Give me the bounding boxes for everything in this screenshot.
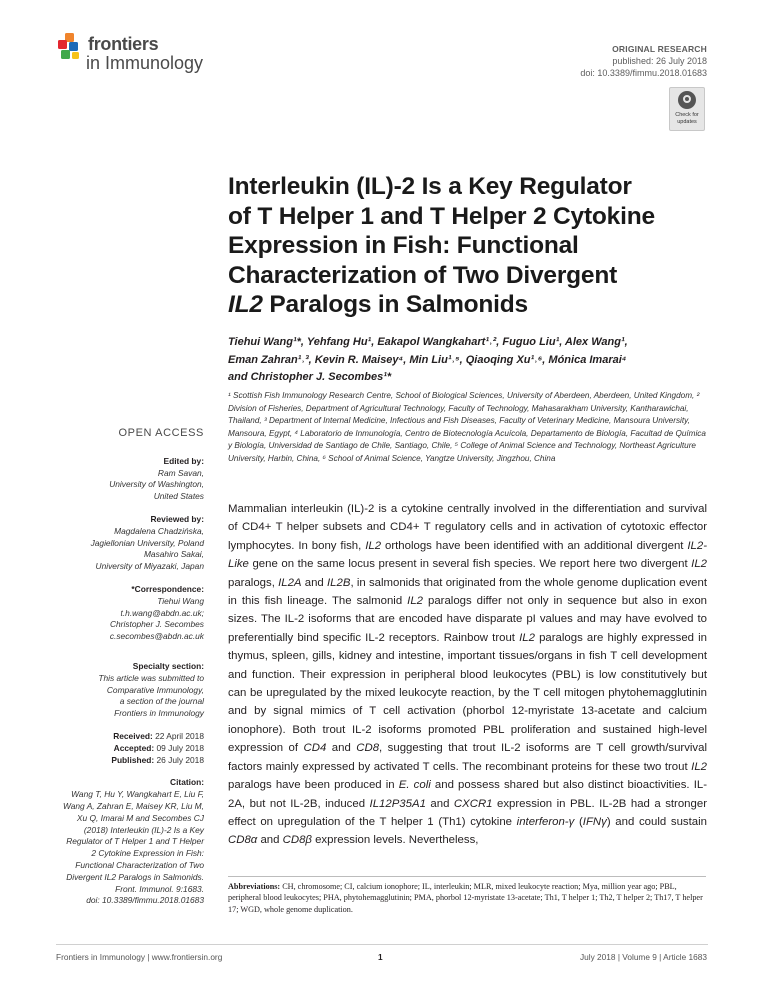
abbreviations (228, 881, 708, 915)
check-updates-label: Check for updates (675, 112, 699, 125)
gene-name: CXCR1 (453, 797, 493, 810)
article-doi[interactable]: doi: 10.3389/fimmu.2018.01683 (580, 68, 707, 78)
abstract-span: paralogs differ not only in sequence but also in exon sizes. The IL-2 isoforms that are encoded have disparate pI values and may have evolved to preferentially bind specific IL-2 receptors. Rainbow trout (228, 595, 708, 644)
edited-by-heading: Edited by: (163, 455, 204, 466)
abstract-span: expression in PBL. IL-2B had a stronger effect on upregulation of the T helper 1 (Th1) cytokine (228, 797, 707, 828)
reviewer-line: University of Miyazaki, Japan (95, 561, 204, 572)
gene-name: CD8 (356, 742, 380, 755)
citation-line: 2 Cytokine Expression in Fish: (91, 848, 204, 859)
citation-line: (2018) Interleukin (IL)-2 Is a Key (83, 824, 204, 835)
correspondence-heading: *Correspondence: (131, 583, 204, 594)
date-value: 09 July 2018 (156, 742, 204, 753)
correspondence-line: Christopher J. Secombes (109, 619, 204, 630)
citation-line: Divergent IL2 Paralogs in Salmonids. (66, 871, 204, 882)
footer-divider (56, 944, 708, 945)
gene-name: IL2 (407, 595, 424, 608)
reviewed-by-heading: Reviewed by: (150, 513, 204, 524)
editor-line: Ram Savan, (157, 467, 204, 478)
reviewer-line: Masahiro Sakai, (143, 549, 204, 560)
edited-by-section (60, 456, 204, 503)
correspondence-section (60, 584, 204, 643)
abbreviations-text: CH, chromosome; CI, calcium ionophore; IL, interleukin; MLR, mixed leukocyte reaction; Mya, million year ago; PBL, peripheral blood leukocytes; PHA, phytohemagglutinin; PMA, phorbol 12-myristate 13-acetate; Th1, T helper 1; Th2, T helper 2; Th17, T helper 17; WGD, whole genome duplication. (228, 882, 703, 914)
author-list (228, 334, 728, 387)
correspondence-email[interactable]: c.secombes@abdn.ac.uk (109, 631, 204, 642)
species-name: E. coli (398, 779, 431, 792)
abstract-span: and (425, 797, 454, 810)
date-label: Received: (113, 730, 153, 741)
article-type: ORIGINAL RESEARCH (612, 44, 707, 54)
gene-name: IL2-Like (228, 539, 708, 571)
title-line: Expression in Fish: Functional (228, 232, 579, 259)
citation-line: Regulator of T Helper 1 and T Helper (66, 836, 204, 847)
gene-name: IL2A (278, 576, 302, 589)
title-italic-gene: IL2 (228, 291, 263, 318)
abstract-span: ) and could sustain (606, 815, 707, 828)
gene-name: CD8α (228, 834, 258, 847)
abstract-span: and (257, 834, 283, 847)
date-value: 26 July 2018 (156, 754, 204, 765)
author-line[interactable]: and Christopher J. Secombes¹* (228, 371, 392, 383)
abstract-span: and (301, 576, 328, 589)
abstract-span: , in salmonids that originated from the whole genome duplication event in this fish lineage. The salmonid (228, 576, 707, 608)
date-value: 22 April 2018 (155, 730, 204, 741)
citation-line: Xu Q, Imarai M and Secombes CJ (76, 812, 204, 823)
gene-name: IL2 (691, 558, 707, 571)
author-line[interactable]: Eman Zahran¹˒³, Kevin R. Maisey⁴, Min Liu¹˒⁵, Qiaoqing Xu¹˒⁶, Mónica Imarai⁴ (228, 353, 627, 366)
specialty-heading: Specialty section: (132, 660, 204, 671)
editor-line: United States (153, 491, 204, 502)
gene-name: IFNγ (582, 815, 607, 828)
reviewer-line: Magdalena Chadzińska, (114, 525, 204, 536)
abstract-span: paralogs, (228, 576, 279, 589)
published-date: published: 26 July 2018 (612, 56, 707, 66)
abstract-span: and (326, 742, 357, 755)
correspondence-line: Tiehui Wang (157, 595, 204, 606)
abstract-span: ( (574, 815, 583, 828)
abstract-span: gene on the same locus present in several fish species. We report here two divergent (248, 558, 692, 571)
date-label: Published: (111, 754, 155, 765)
affiliations: ¹ Scottish Fish Immunology Research Centre, School of Biological Sciences, University of Aberdeen, Aberdeen, United Kingdom, ² Division of Fisheries, Department of Agricultural Technology, Faculty of Technology, Mahasarakham University, Kantharawichai, Thailand, ³ Department of Internal Medicine, Infectious and Fish Diseases, Faculty of Veterinary Medicine, Mansoura University, Mansoura, Egypt, ⁴ Laboratorio de Inmunología, Centro de Biotecnología Acuícola, Departamento de Biología, Facultad de Química y Biología, Universidad de Santiago de Chile, Santiago, Chile, ⁵ College of Animal Science and Technology, Northeast Agriculture University, Harbin, China, ⁶ School of Animal Science, Yangtze University, Jingzhou, China (228, 391, 706, 463)
received-date (60, 731, 204, 743)
citation-line: Front. Immunol. 9:1683. (115, 883, 204, 894)
gene-name: IL2B (327, 576, 351, 589)
abstract-text (228, 500, 707, 850)
specialty-line: Comparative Immunology, (106, 684, 204, 695)
article-title (228, 172, 728, 320)
author-line[interactable]: Tiehui Wang¹*, Yehfang Hu¹, Eakapol Wangkahart¹˒², Fuguo Liu¹, Alex Wang¹, (228, 336, 628, 348)
title-line: of T Helper 1 and T Helper 2 Cytokine (228, 202, 655, 230)
gene-name: IL2 (519, 631, 535, 644)
gene-name: IL12P35A1 (369, 797, 426, 810)
citation-heading: Citation: (170, 777, 204, 788)
page-number: 1 (378, 952, 383, 962)
specialty-section (60, 661, 204, 720)
check-for-updates-badge[interactable] (669, 87, 705, 131)
specialty-line: This article was submitted to (98, 672, 204, 683)
reviewed-by-section (60, 514, 204, 573)
gene-name: IL2 (365, 539, 382, 552)
dates-section (60, 731, 204, 766)
citation-section (60, 777, 204, 907)
specialty-line: Frontiers in Immunology (114, 708, 204, 719)
citation-line: Functional Characterization of Two (75, 859, 204, 870)
abstract-span: orthologs have been identified with an additional divergent (381, 539, 688, 552)
abstract-span: Mammalian interleukin (IL)-2 is a cytokine centrally involved in the differentiation and survival of CD4+ T helper subsets and CD4+ T regulatory cells and in activation of cytotoxic effector lymphocytes. In bony fish, (228, 503, 707, 552)
abstract-span: and possess shared but also distinct bioactivities. IL-2A, but not IL-2B, induced (228, 779, 708, 810)
open-access-label: OPEN ACCESS (118, 427, 204, 439)
abstract-span: , suggesting that trout IL-2 isoforms are T cell growth/survival factors mainly expressed by activated T cells. The recombinant proteins for these two trout (228, 742, 707, 773)
citation-doi[interactable]: doi: 10.3389/fimmu.2018.01683 (86, 895, 204, 906)
abbreviations-divider (228, 876, 706, 877)
gene-name: CD8β (282, 834, 312, 847)
check-updates-icon (678, 91, 696, 109)
abstract-span: paralogs have been produced in (228, 779, 399, 792)
journal-name-line1: frontiers (88, 34, 159, 54)
title-line: Characterization of Two Divergent (228, 261, 618, 289)
title-line: Interleukin (IL)-2 Is a Key Regulator (228, 173, 632, 200)
published-date-sidebar (60, 755, 204, 767)
editor-line: University of Washington, (109, 479, 204, 490)
abbreviations-label: Abbreviations: (228, 882, 281, 891)
reviewer-line: Jagiellonian University, Poland (90, 537, 204, 548)
specialty-line: a section of the journal (119, 696, 204, 707)
journal-name-line2: in Immunology (86, 53, 204, 73)
article-meta (580, 43, 707, 79)
citation-line: Wang A, Zahran E, Maisey KR, Liu M, (62, 800, 204, 811)
citation-line: Wang T, Hu Y, Wangkahart E, Liu F, (71, 789, 204, 800)
journal-logo[interactable] (56, 32, 216, 80)
gene-name: IL2 (691, 760, 707, 773)
title-line-rest: Paralogs in Salmonids (262, 291, 528, 318)
date-label: Accepted: (113, 742, 155, 753)
gene-name: interferon-γ (516, 815, 575, 828)
article-sidebar (60, 428, 204, 918)
gene-name: CD4 (303, 742, 327, 755)
footer-journal[interactable]: Frontiers in Immunology | www.frontiersin.org (56, 952, 223, 962)
frontiers-logo-icon (56, 32, 86, 66)
correspondence-email[interactable]: t.h.wang@abdn.ac.uk; (120, 607, 204, 618)
abstract-span: paralogs are highly expressed in thymus, spleen, gills, kidney and intestine, important tissues/organs in fish T cell development and function. Their expression in peripheral blood leukocytes (PBL) is low constitutively but can be upregulated by the mixed leukocyte reaction, by the T cell mitogen phytohemagglutinin and by signal mimics of T cell activation (phorbol 12-myristate 13-acetate and calcium ionophore). Both trout IL-2 isoforms promoted PBL proliferation and sustained high-level expression of (228, 631, 707, 755)
accepted-date (60, 743, 204, 755)
title-line (228, 290, 728, 320)
footer-issue: July 2018 | Volume 9 | Article 1683 (580, 952, 707, 962)
abstract-span: expression levels. Nevertheless, (311, 834, 479, 847)
